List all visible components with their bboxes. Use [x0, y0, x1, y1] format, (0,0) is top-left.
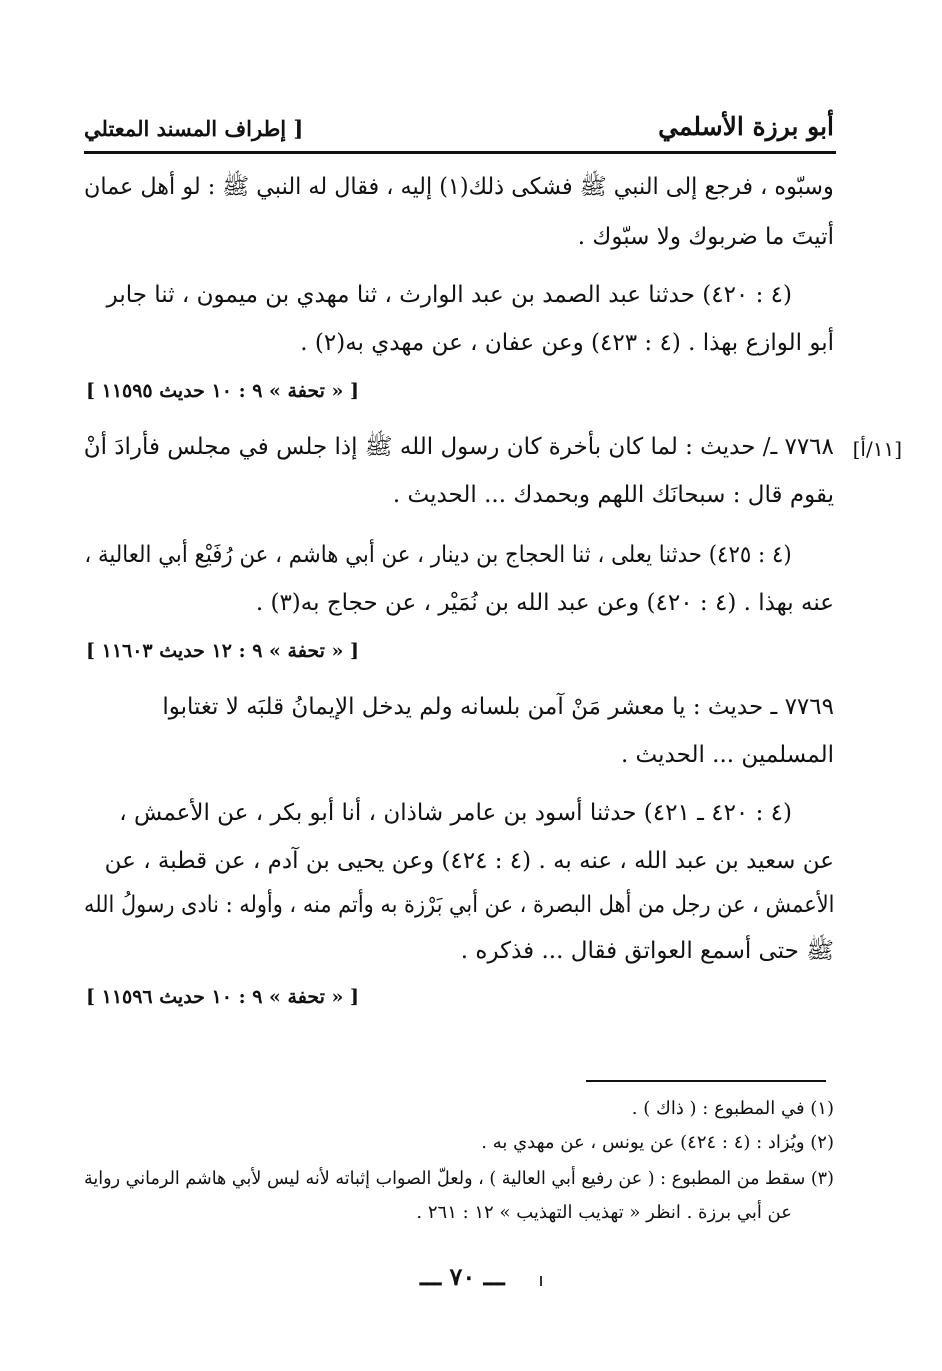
hadith-7768-line: ٧٧٦٨ ـ/ حديث : لما كان بأخرة كان رسول الله ﷺ إذا جلس في مجلس فأرادَ أنْ [83, 434, 834, 460]
footnote: (٢) ويُزاد : (٤ : ٤٢٤) عن يونس ، عن مهدي به . [481, 1132, 834, 1153]
scan-mark [540, 1276, 542, 1286]
page-number: ـــ ٧٠ ـــ [420, 1262, 505, 1291]
header-rule [84, 151, 836, 154]
text-line: المسلمين ... الحديث . [620, 742, 834, 768]
text-line: (٤ : ٤٢٥) حدثنا يعلى ، ثنا الحجاج بن دينار ، عن أبي هاشم ، عن رُفَيْع أبي العالية ، [84, 542, 792, 568]
text-line: عنه بهذا . (٤ : ٤٢٠) وعن عبد الله بن نُمَيْر ، عن حجاج به(٣) . [255, 590, 834, 616]
footnote: عن أبي برزة . انظر « تهذيب التهذيب » ١٢ : ٢٦١ . [416, 1202, 792, 1223]
text-line: (٤ : ٤٢٠) حدثنا عبد الصمد بن عبد الوارث ، ثنا مهدي بن ميمون ، ثنا جابر [106, 282, 792, 308]
text-line: يقوم قال : سبحانَك اللهم وبحمدك ... الحديث . [392, 482, 834, 508]
hadith-7769-line: ٧٧٦٩ ـ حديث : يا معشر مَنْ آمن بلسانه ولم يدخل الإيمانُ قلبَه لا تغتابوا [162, 694, 834, 720]
tuhfa-reference: [ « تحفة » ٩ : ١٠ حديث ١١٥٩٥ ] [86, 380, 359, 402]
text-line: أتيتَ ما ضربوك ولا سبّوك . [577, 224, 834, 250]
tuhfa-reference: [ « تحفة » ٩ : ١٢ حديث ١١٦٠٣ ] [86, 640, 359, 662]
text-line: (٤ : ٤٢٠ ـ ٤٢١) حدثنا أسود بن عامر شاذان ، أنا أبو بكر ، عن الأعمش ، [119, 800, 792, 826]
text-line: أبو الوازع بهذا . (٤ : ٤٢٣) وعن عفان ، عن مهدي به(٢) . [300, 330, 834, 356]
running-header-book: [ إطراف المسند المعتلي [84, 116, 304, 141]
text-line: الأعمش ، عن رجل من أهل البصرة ، عن أبي بَرْزة به وأتم منه ، وأوله : نادى رسولُ الله [83, 892, 834, 918]
text-line: عن سعيد بن عبد الله ، عنه به . (٤ : ٤٢٤) وعن يحيى بن آدم ، عن قطبة ، عن [104, 848, 834, 874]
footnote-rule [586, 1080, 826, 1082]
text-line: وسبّوه ، فرجع إلى النبي ﷺ فشكى ذلك(١) إليه ، فقال له النبي ﷺ : لو أهل عمان [84, 174, 834, 200]
footnote: (٣) سقط من المطبوع : ( عن رفيع أبي العالية ) ، ولعلّ الصواب إثباته لأنه ليس لأبي هاشم الرماني رواية [84, 1168, 834, 1189]
text-line: ﷺ حتى أسمع العواتق فقال ... فذكره . [460, 938, 834, 964]
running-header-title: أبو برزة الأسلمي [658, 112, 834, 141]
tuhfa-reference: [ « تحفة » ٩ : ١٠ حديث ١١٥٩٦ ] [86, 986, 359, 1008]
margin-folio-note: [١١/أ] [852, 437, 902, 461]
footnote: (١) في المطبوع : ( ذاك ) . [631, 1098, 834, 1119]
